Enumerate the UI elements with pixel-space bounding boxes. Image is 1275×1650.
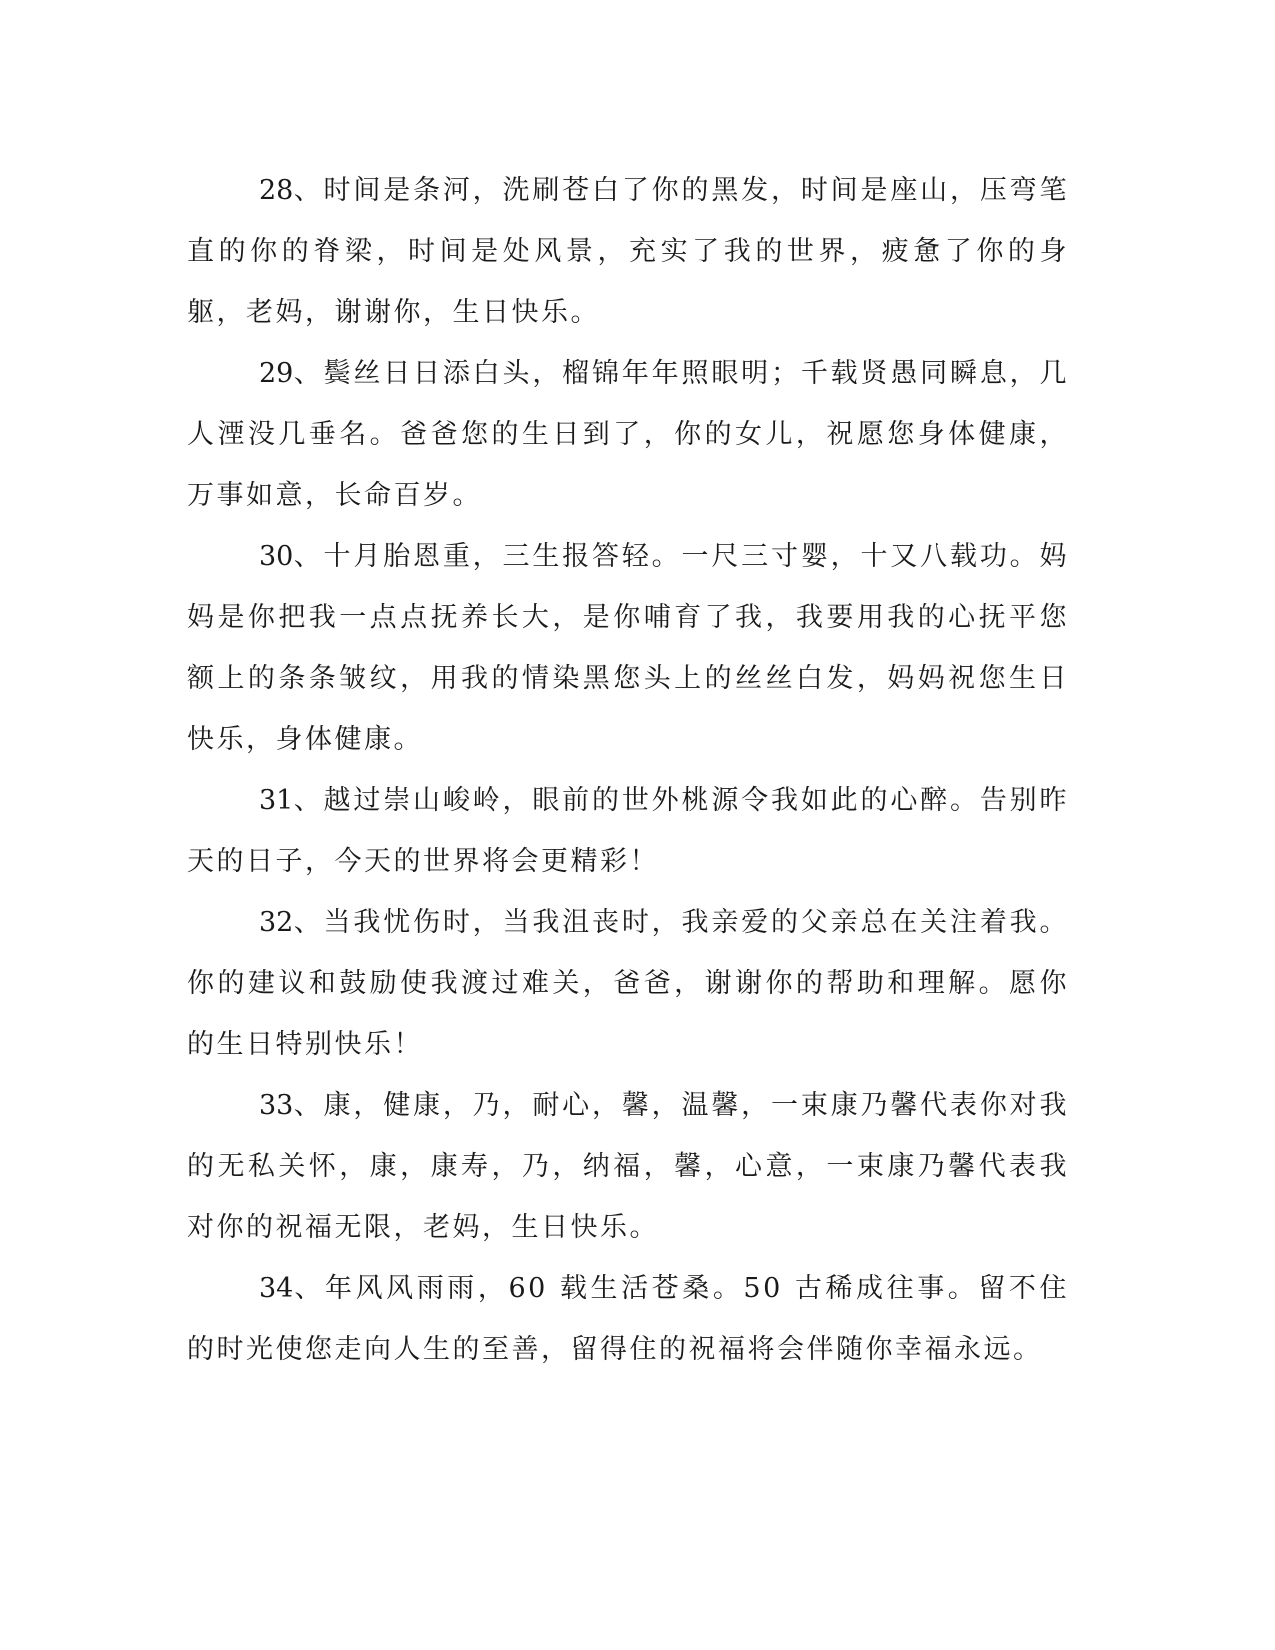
- paragraph-text: 、越过崇山峻岭，眼前的世外桃源令我如此的心醉。告别昨天的日子，今天的世界将会更精彩！: [187, 785, 1069, 877]
- paragraph-28: [187, 160, 1069, 343]
- paragraph-30: [187, 526, 1069, 770]
- paragraph-33: [187, 1075, 1069, 1258]
- paragraph-number: 31: [259, 785, 294, 816]
- paragraph-31: [187, 770, 1069, 892]
- paragraph-text: 、十月胎恩重，三生报答轻。一尺三寸婴，十又八载功。妈妈是你把我一点点抚养长大，是你哺育了我，我要用我的心抚平您额上的条条皱纹，用我的情染黑您头上的丝丝白发，妈妈祝您生日快乐，身体健康。: [187, 541, 1069, 755]
- paragraph-number: 33: [259, 1090, 294, 1121]
- paragraph-number: 34: [259, 1273, 294, 1304]
- document-body: [187, 160, 1069, 1380]
- paragraph-number: 32: [259, 907, 294, 938]
- paragraph-text: 、年风风雨雨，60 载生活苍桑。50 古稀成往事。留不住的时光使您走向人生的至善，留得住的祝福将会伴随你幸福永远。: [187, 1273, 1069, 1365]
- paragraph-number: 29: [259, 358, 294, 389]
- paragraph-number: 28: [259, 175, 294, 206]
- paragraph-text: 、时间是条河，洗刷苍白了你的黑发，时间是座山，压弯笔直的你的脊梁，时间是处风景，充实了我的世界，疲惫了你的身躯，老妈，谢谢你，生日快乐。: [187, 175, 1069, 328]
- paragraph-text: 、鬓丝日日添白头，榴锦年年照眼明；千载贤愚同瞬息，几人湮没几垂名。爸爸您的生日到了，你的女儿，祝愿您身体健康，万事如意，长命百岁。: [187, 358, 1069, 511]
- paragraph-text: 、当我忧伤时，当我沮丧时，我亲爱的父亲总在关注着我。你的建议和鼓励使我渡过难关，爸爸，谢谢你的帮助和理解。愿你的生日特别快乐！: [187, 907, 1069, 1060]
- paragraph-number: 30: [259, 541, 294, 572]
- paragraph-32: [187, 892, 1069, 1075]
- paragraph-29: [187, 343, 1069, 526]
- paragraph-text: 、康，健康，乃，耐心，馨，温馨，一束康乃馨代表你对我的无私关怀，康，康寿，乃，纳福，馨，心意，一束康乃馨代表我对你的祝福无限，老妈，生日快乐。: [187, 1090, 1069, 1243]
- paragraph-34: [187, 1258, 1069, 1380]
